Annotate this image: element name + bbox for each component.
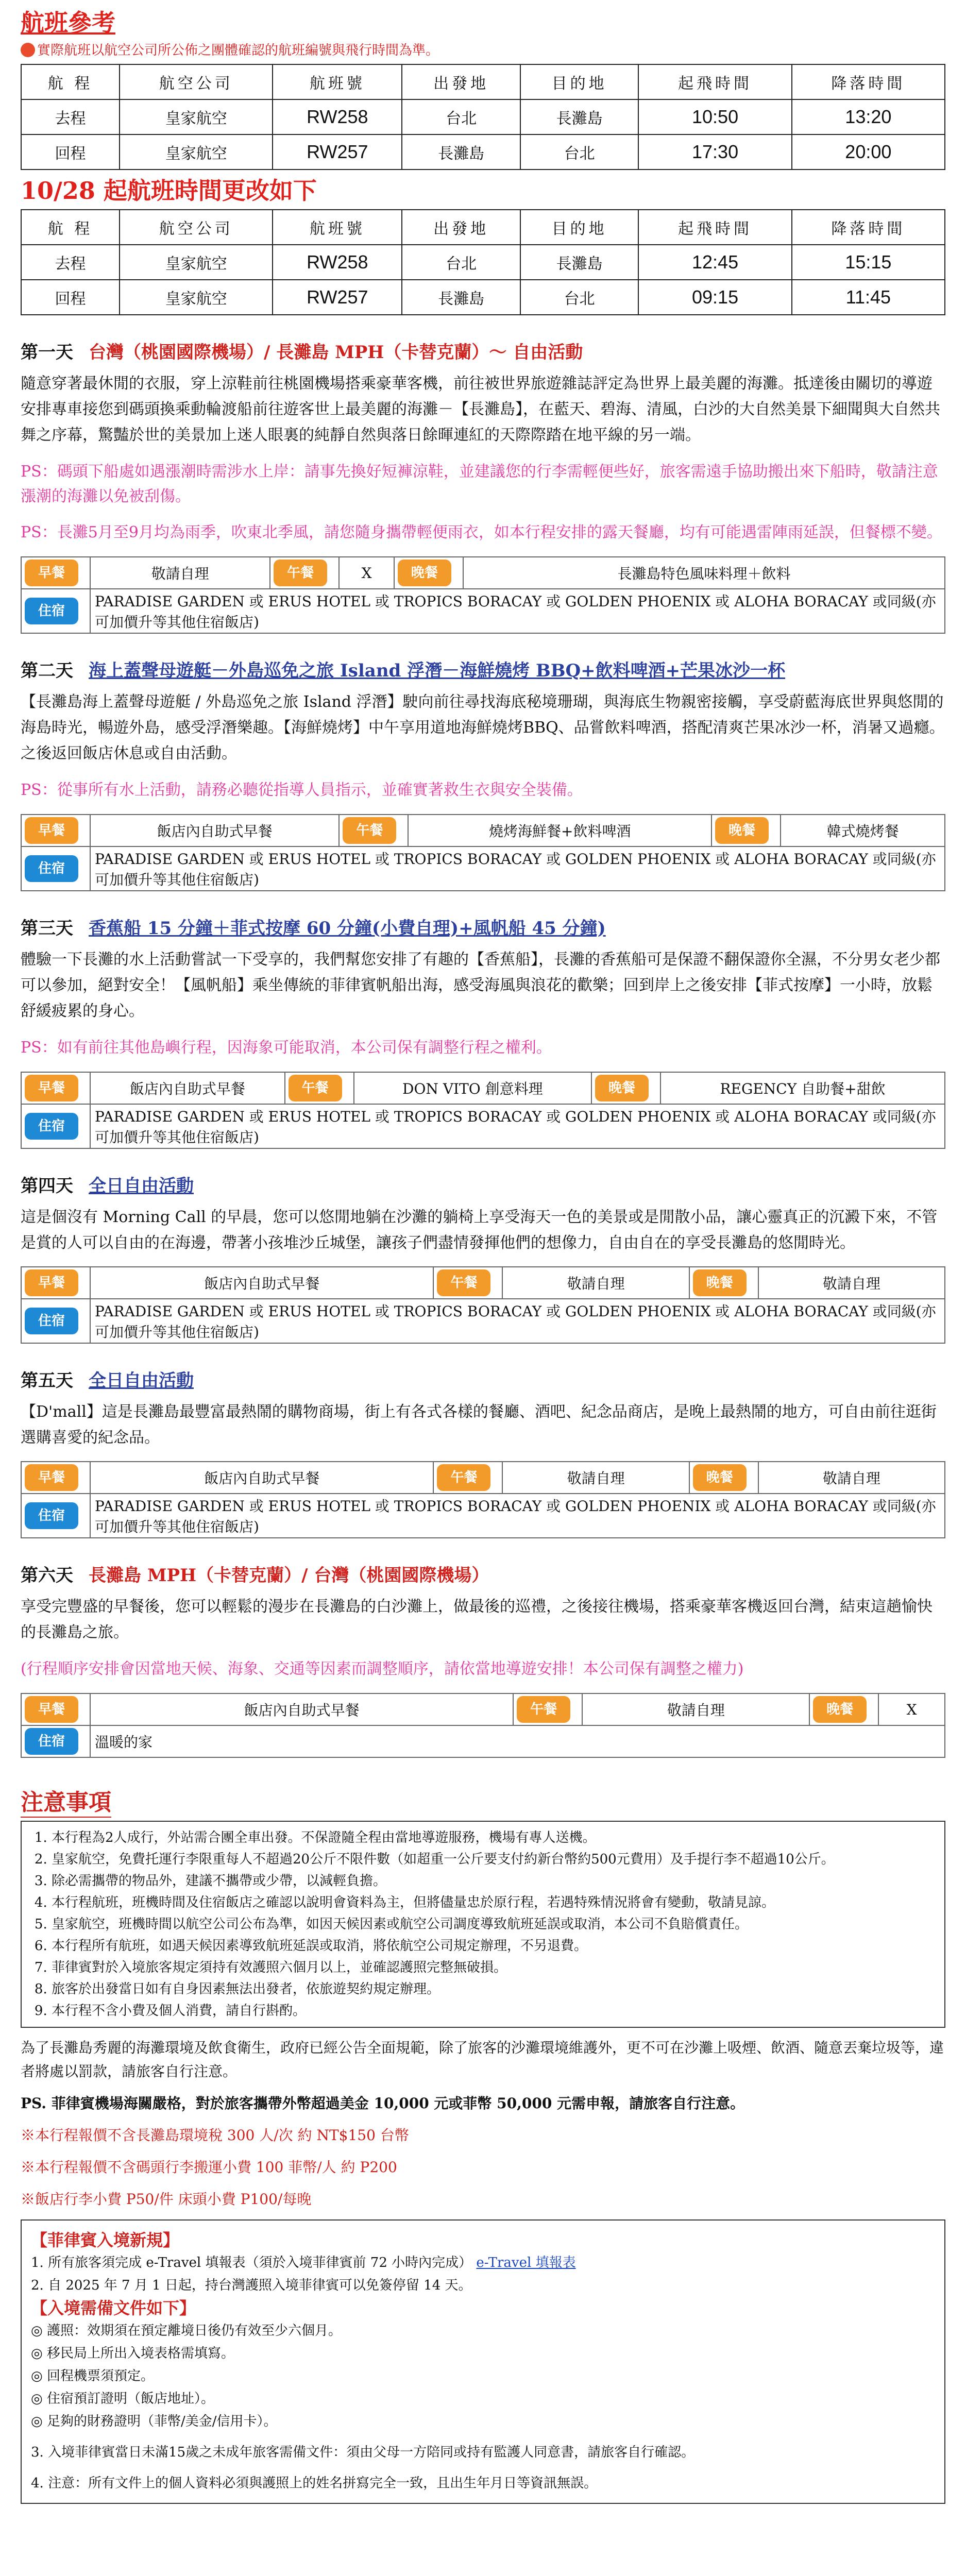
meal-table (21, 1693, 945, 1758)
hotel-value: PARADISE GARDEN 或 ERUS HOTEL 或 TROPICS BORACAY 或 GOLDEN PHOENIX 或 ALOHA BORACAY 或同級(亦可加價升等其他住宿飯店) (90, 846, 945, 891)
day-heading (21, 338, 945, 367)
entry-doc-item: ◎ 住宿預訂證明（飯店地址）。 (31, 2391, 214, 2406)
flight-note: 實際航班以航空公司所公佈之團體確認的航班編號與飛行時間為準。 (21, 40, 945, 61)
hotel-badge-icon: 住宿 (25, 1113, 78, 1140)
meal-badge-cell (21, 1104, 90, 1148)
meal-badge-icon: 早餐 (25, 1696, 78, 1723)
day-number: 第六天 (21, 1565, 73, 1586)
meal-value: 長灘島特色風味料理＋飲料 (463, 557, 945, 589)
day-section (21, 1561, 945, 1758)
hotel-badge-icon: 住宿 (25, 1728, 78, 1755)
flight-header-cell: 航空公司 (120, 210, 273, 245)
price-note-3: ※飯店行李小費 P50/件 床頭小費 P100/每晚 (21, 2191, 312, 2208)
flight-cell: 10:50 (638, 99, 791, 134)
meal-badge-icon: 晚餐 (693, 1464, 747, 1491)
notice-item: 3. 除必需攜帶的物品外，建議不攜帶或少帶，以減輕負擔。 (52, 1870, 935, 1892)
meal-badge-icon: 晚餐 (595, 1075, 649, 1101)
day-title: 全日自由活動 (89, 1370, 194, 1391)
day-section (21, 1172, 945, 1344)
meal-row (21, 1462, 945, 1494)
day-note: PS：長灘5月至9月均為雨季，吹東北季風，請您隨身攜帶輕便雨衣，如本行程安排的露天餐廳，均有可能遇雷陣雨延誤，但餐標不變。 (21, 523, 942, 541)
day-number: 第一天 (21, 342, 73, 363)
day-section (21, 1366, 945, 1538)
meal-badge-icon: 早餐 (25, 1075, 78, 1101)
day-note: PS：碼頭下船處如遇漲潮時需涉水上岸：請事先換好短褲涼鞋，並建議您的行李需輕便些好，旅客需遠手協助搬出來下船時，敬請注意漲潮的海灘以免被刮傷。 (21, 463, 938, 505)
meal-value: 飯店內自助式早餐 (90, 815, 339, 846)
meal-badge-icon: 午餐 (517, 1696, 570, 1723)
meal-value: 飯店內自助式早餐 (90, 1462, 433, 1494)
meal-badge-icon: 午餐 (289, 1075, 342, 1101)
notice-item: 9. 本行程不含小費及個人消費，請自行斟酌。 (52, 2000, 935, 2022)
meal-value: 敬請自理 (758, 1267, 945, 1299)
day-heading (21, 1366, 945, 1395)
meal-badge-icon: 早餐 (25, 817, 78, 844)
meal-badge-cell (513, 1693, 582, 1725)
flight-header-cell: 出發地 (402, 64, 520, 99)
meal-badge-cell (21, 815, 90, 846)
meal-row (21, 1104, 945, 1148)
day-note: PS：如有前往其他島嶼行程，因海象可能取消，本公司保有調整行程之權利。 (21, 1039, 552, 1057)
meal-badge-icon: 早餐 (25, 1269, 78, 1296)
flight-cell: 去程 (21, 99, 120, 134)
flight-row (21, 245, 945, 280)
flight-header-cell: 目的地 (520, 210, 639, 245)
meal-table (21, 1461, 945, 1538)
meal-badge-icon: 午餐 (343, 817, 396, 844)
day-description: 【D'mall】這是長灘島最豐富最熱鬧的購物商場，街上有各式各樣的餐廳、酒吧、紀念品商店，是晚上最熱鬧的地方，可自由前往逛街選購喜愛的紀念品。 (21, 1403, 937, 1447)
day-number: 第五天 (21, 1370, 73, 1391)
flight-header-cell: 起飛時間 (638, 210, 791, 245)
flight-cell: 長灘島 (520, 245, 639, 280)
tips-para1: 為了長灘島秀麗的海灘環境及飲食衛生，政府已經公告全面規範，除了旅客的沙灘環境維護外，更不可在沙灘上吸煙、飲酒、隨意丟棄垃圾等，違者將處以罰款，請旅客自行注意。 (21, 2039, 944, 2080)
flight-row (21, 280, 945, 315)
meal-badge-cell (339, 815, 408, 846)
day-title: 長灘島 MPH（卡替克蘭）/ 台灣（桃園國際機場） (89, 1565, 489, 1586)
day-section (21, 338, 945, 634)
meal-badge-cell (21, 1725, 90, 1757)
meal-value: DON VITO 創意料理 (354, 1072, 591, 1104)
entry-docs-list (31, 2319, 935, 2433)
meal-badge-icon: 午餐 (437, 1269, 490, 1296)
meal-badge-cell (21, 1693, 90, 1725)
flight-cell: 皇家航空 (120, 280, 273, 315)
meal-row (21, 1072, 945, 1104)
meal-badge-icon: 早餐 (25, 1464, 78, 1491)
meal-table (21, 556, 945, 634)
entry-docs-title: 【入境需備文件如下】 (31, 2298, 196, 2318)
meal-value: REGENCY 自助餐+甜飲 (660, 1072, 945, 1104)
hotel-value: PARADISE GARDEN 或 ERUS HOTEL 或 TROPICS BORACAY 或 GOLDEN PHOENIX 或 ALOHA BORACAY 或同級(亦可加價升等其他住宿飯店) (90, 1104, 945, 1148)
meal-badge-cell (591, 1072, 660, 1104)
entry-rules-title: 【菲律賓入境新規】 (31, 2230, 180, 2250)
notice-item: 5. 皇家航空，班機時間以航空公司公布為準，如因天候因素或航空公司調度導致航班延誤或取消，本公司不負賠償責任。 (52, 1913, 935, 1935)
meal-badge-cell (711, 815, 781, 846)
meal-table (21, 814, 945, 891)
hotel-badge-icon: 住宿 (25, 1308, 78, 1334)
flight-cell: 20:00 (792, 134, 945, 170)
meal-table (21, 1072, 945, 1149)
meal-badge-cell (285, 1072, 354, 1104)
flight-header-cell: 降落時間 (792, 210, 945, 245)
flight-cell: 台北 (520, 134, 639, 170)
day-description: 享受完豐盛的早餐後，您可以輕鬆的漫步在長灘島的白沙灘上，做最後的巡禮，之後接往機場，搭乘豪華客機返回台灣，結束這趟愉快的長灘島之旅。 (21, 1598, 933, 1641)
flight-header-cell: 航 程 (21, 64, 120, 99)
day-description: 體驗一下長灘的水上活動嘗試一下受享的，我們幫您安排了有趣的【香蕉船】，長灘的香蕉船可是保證不翻保證你全濕，不分男女老少都可以參加，絕對安全！【風帆船】乘坐傳統的菲律賓帆船出海，感受海風與浪花的歡樂；回到岸上之後安排【菲式按摩】一小時，放鬆舒緩疲累的身心。 (21, 951, 940, 1020)
days-container (21, 338, 945, 1758)
meal-row (21, 1494, 945, 1538)
flight-change-title: 10/28 起航班時間更改如下 (21, 177, 317, 205)
meal-row (21, 815, 945, 846)
info-icon (21, 43, 35, 57)
day-heading (21, 1172, 945, 1200)
flight-header-cell: 出發地 (402, 210, 520, 245)
meal-badge-cell (21, 557, 90, 589)
flight-cell: 13:20 (792, 99, 945, 134)
meal-row (21, 1267, 945, 1299)
price-note-2: ※本行程報價不含碼頭行李搬運小費 100 菲幣/人 約 P200 (21, 2159, 397, 2176)
day-description: 這是個沒有 Morning Call 的早晨，您可以悠閒地躺在沙灘的躺椅上享受海天一色的美景或是閒散小品，讓心靈真正的沉澱下來，不管是賞的人可以自由的在海邊，帶著小孩堆沙丘城堡，讓孩子們盡情發揮他們的想像力，自由自在的享受長灘島的悠閒時光。 (21, 1208, 938, 1252)
day-title: 全日自由活動 (89, 1176, 194, 1196)
day-note: PS：從事所有水上活動，請務必聽從指導人員指示，並確實著救生衣與安全裝備。 (21, 781, 583, 799)
day-section (21, 914, 945, 1149)
meal-badge-cell (21, 589, 90, 633)
meal-row (21, 1725, 945, 1757)
day-description: 隨意穿著最休閒的衣服，穿上涼鞋前往桃園機場搭乘豪華客機，前往被世界旅遊雜誌評定為世界上最美麗的海灘。抵達後由關切的導遊安排專車接您到碼頭換乘動輪渡船前往遊客世上最美麗的海灘－【長灘島】，在藍天、碧海、清風，白沙的大自然美景下細聞與大自然共舞之序幕，驚豔於世的美景加上迷人眼裏的純靜自然與落日餘暉連紅的天際際踏在地平線的另一端。 (21, 375, 940, 444)
meal-value: X (339, 557, 394, 589)
flight-cell: 長灘島 (402, 280, 520, 315)
meal-row (21, 557, 945, 589)
meal-value: 敬請自理 (758, 1462, 945, 1494)
meal-row (21, 1693, 945, 1725)
meal-value: 燒烤海鮮餐+飲料啤酒 (408, 815, 711, 846)
day-number: 第四天 (21, 1176, 73, 1196)
meal-badge-icon: 晚餐 (715, 817, 769, 844)
meal-badge-icon: 早餐 (25, 560, 78, 586)
meal-value: 敬請自理 (502, 1462, 689, 1494)
flight-cell: RW257 (273, 134, 402, 170)
flight-cell: RW258 (273, 99, 402, 134)
price-note-1: ※本行程報價不含長灘島環境稅 300 人/次 約 NT$150 台幣 (21, 2127, 409, 2144)
day-title: 海上蓋聲母遊艇－外島巡免之旅 Island 浮潛－海鮮燒烤 BBQ+飲料啤酒+芒果冰沙一杯 (89, 660, 786, 681)
day-heading (21, 914, 945, 943)
day-number: 第三天 (21, 918, 73, 939)
hotel-value: 溫暖的家 (90, 1725, 945, 1757)
hotel-value: PARADISE GARDEN 或 ERUS HOTEL 或 TROPICS BORACAY 或 GOLDEN PHOENIX 或 ALOHA BORACAY 或同級(亦可加價升等其他住宿飯店) (90, 589, 945, 633)
entry-doc-item: ◎ 護照：效期須在預定離境日後仍有效至少六個月。 (31, 2323, 342, 2338)
entry-doc-item: ◎ 回程機票須預定。 (31, 2368, 154, 2384)
day-note: (行程順序安排會因當地天候、海象、交通等因素而調整順序，請依當地導遊安排！本公司保有調整之權力) (21, 1660, 744, 1678)
flight-table-header (21, 64, 945, 99)
notice-item: 2. 皇家航空，免費托運行李限重每人不超過20公斤不限件數（如超重一公斤要支付約新台幣約500元費用）及手提行李不超過10公斤。 (52, 1849, 935, 1870)
flight-cell: 09:15 (638, 280, 791, 315)
entry-line4: 4. 注意：所有文件上的個人資料必須與護照上的姓名拼寫完全一致，且出生年月日等資訊無誤。 (31, 2476, 598, 2491)
flight-cell: 回程 (21, 280, 120, 315)
flight-cell: 皇家航空 (120, 245, 273, 280)
etravel-link[interactable]: e-Travel 填報表 (476, 2255, 576, 2270)
meal-badge-cell (21, 846, 90, 891)
flight-cell: RW257 (273, 280, 402, 315)
meal-value: 韓式燒烤餐 (781, 815, 945, 846)
entry-rules-box (21, 2219, 945, 2504)
meal-badge-icon: 午餐 (274, 560, 327, 586)
meal-badge-cell (270, 557, 339, 589)
flight-row (21, 134, 945, 170)
meal-badge-cell (433, 1462, 502, 1494)
flight-header-cell: 航班號 (273, 64, 402, 99)
notice-item: 1. 本行程為2人成行，外站需合團全車出發。不保證隨全程由當地導遊服務，機場有專人送機。 (52, 1827, 935, 1849)
flight-cell: 台北 (402, 99, 520, 134)
day-title: 香蕉船 15 分鐘＋菲式按摩 60 分鐘(小費自理)+風帆船 45 分鐘) (89, 918, 606, 939)
notice-item: 6. 本行程所有航班，如遇天候因素導致航班延誤或取消，將依航空公司規定辦理，不另退費。 (52, 1935, 935, 1957)
hotel-value: PARADISE GARDEN 或 ERUS HOTEL 或 TROPICS BORACAY 或 GOLDEN PHOENIX 或 ALOHA BORACAY 或同級(亦可加價升等其他住宿飯店) (90, 1494, 945, 1538)
meal-badge-cell (809, 1693, 878, 1725)
flight-header-cell: 航空公司 (120, 64, 273, 99)
meal-value: 敬請自理 (502, 1267, 689, 1299)
flight-cell: RW258 (273, 245, 402, 280)
tips-para2: PS. 菲律賓機場海關嚴格，對於旅客攜帶外幣超過美金 10,000 元或菲幣 50,000 元需申報，請旅客自行注意。 (21, 2095, 745, 2112)
day-title: 台灣（桃園國際機場）/ 長灘島 MPH（卡替克蘭）～ 自由活動 (89, 342, 583, 363)
day-number: 第二天 (21, 660, 73, 681)
day-description: 【長灘島海上蓋聲母遊艇 / 外島巡免之旅 Island 浮潛】駛向前往尋找海底秘境珊瑚，與海底生物親密接觸，享受蔚藍海底世界與悠閒的海島時光，暢遊外島，感受浮潛樂趣。【海鮮燒烤】中午享用道地海鮮燒烤BBQ、品嘗飲料啤酒，搭配清爽芒果冰沙一杯，消暑又過癮。之後返回飯店休息或自由活動。 (21, 693, 945, 762)
flight-cell: 台北 (520, 280, 639, 315)
flight-change-table-header (21, 210, 945, 245)
meal-badge-icon: 晚餐 (398, 560, 451, 586)
meal-value: X (878, 1693, 945, 1725)
meal-value: 飯店內自助式早餐 (90, 1693, 513, 1725)
notice-box (21, 1821, 945, 2028)
meal-value: 敬請自理 (582, 1693, 809, 1725)
meal-badge-icon: 午餐 (437, 1464, 490, 1491)
meal-badge-cell (394, 557, 463, 589)
flight-cell: 去程 (21, 245, 120, 280)
flight-cell: 15:15 (792, 245, 945, 280)
flight-cell: 長灘島 (402, 134, 520, 170)
meal-badge-icon: 晚餐 (813, 1696, 867, 1723)
flight-section-title: 航班參考 (21, 9, 115, 37)
day-section (21, 656, 945, 891)
flight-header-cell: 起飛時間 (638, 64, 791, 99)
day-heading (21, 1561, 945, 1590)
flight-cell: 回程 (21, 134, 120, 170)
meal-value: 敬請自理 (90, 557, 270, 589)
notice-title: 注意事項 (21, 1784, 111, 1818)
flight-table (21, 64, 945, 170)
flight-cell: 17:30 (638, 134, 791, 170)
flight-cell: 12:45 (638, 245, 791, 280)
meal-value: 飯店內自助式早餐 (90, 1267, 433, 1299)
flight-header-cell: 目的地 (520, 64, 639, 99)
meal-row (21, 1299, 945, 1343)
notice-item: 8. 旅客於出發當日如有自身因素無法出發者，依旅遊契約規定辦理。 (52, 1978, 935, 2000)
flight-row (21, 99, 945, 134)
day-heading (21, 656, 945, 685)
notice-list (31, 1827, 935, 2022)
meal-badge-icon: 晚餐 (693, 1269, 747, 1296)
hotel-badge-icon: 住宿 (25, 598, 78, 624)
meal-badge-cell (689, 1267, 758, 1299)
flight-cell: 台北 (402, 245, 520, 280)
meal-badge-cell (21, 1494, 90, 1538)
entry-line2: 2. 自 2025 年 7 月 1 日起，持台灣護照入境菲律賓可以免簽停留 14 天。 (31, 2278, 472, 2293)
flight-change-table (21, 209, 945, 315)
meal-table (21, 1266, 945, 1344)
flight-header-cell: 航 程 (21, 210, 120, 245)
notice-item: 7. 菲律賓對於入境旅客規定須持有效護照六個月以上，並確認護照完整無破損。 (52, 1957, 935, 1978)
entry-doc-item: ◎ 移民局上所出入境表格需填寫。 (31, 2346, 234, 2361)
meal-badge-cell (21, 1462, 90, 1494)
meal-badge-cell (21, 1299, 90, 1343)
entry-line3: 3. 入境菲律賓當日未滿15歲之未成年旅客需備文件：須由父母一方陪同或持有監護人同意書，請旅客自行確認。 (31, 2445, 695, 2460)
meal-row (21, 846, 945, 891)
flight-header-cell: 降落時間 (792, 64, 945, 99)
meal-row (21, 589, 945, 633)
meal-value: 飯店內自助式早餐 (90, 1072, 285, 1104)
flight-cell: 皇家航空 (120, 134, 273, 170)
flight-cell: 11:45 (792, 280, 945, 315)
meal-badge-cell (21, 1072, 90, 1104)
hotel-badge-icon: 住宿 (25, 1502, 78, 1529)
entry-line1: 1. 所有旅客須完成 e-Travel 填報表（須於入境菲律賓前 72 小時內完成） e-Travel 填報表 (31, 2255, 576, 2270)
flight-header-cell: 航班號 (273, 210, 402, 245)
hotel-badge-icon: 住宿 (25, 855, 78, 882)
entry-doc-item: ◎ 足夠的財務證明（菲幣/美金/信用卡）。 (31, 2414, 277, 2429)
hotel-value: PARADISE GARDEN 或 ERUS HOTEL 或 TROPICS BORACAY 或 GOLDEN PHOENIX 或 ALOHA BORACAY 或同級(亦可加價升等其他住宿飯店) (90, 1299, 945, 1343)
meal-badge-cell (21, 1267, 90, 1299)
meal-badge-cell (433, 1267, 502, 1299)
flight-cell: 皇家航空 (120, 99, 273, 134)
meal-badge-cell (689, 1462, 758, 1494)
flight-cell: 長灘島 (520, 99, 639, 134)
notice-item: 4. 本行程航班，班機時間及住宿飯店之確認以說明會資料為主，但將儘量忠於原行程，若遇特殊情況將會有變動，敬請見諒。 (52, 1892, 935, 1913)
